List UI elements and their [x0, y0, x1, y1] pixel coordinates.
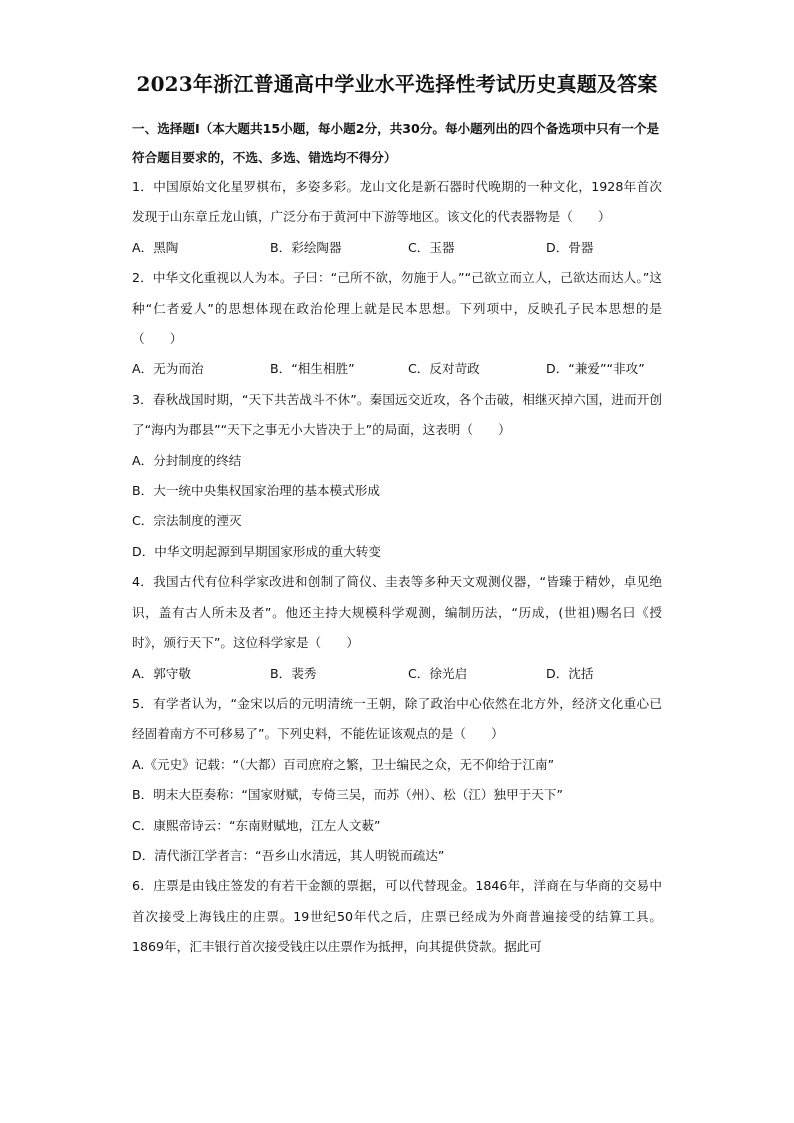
option-b: B．裴秀 — [270, 665, 317, 681]
option-a: A．无为而治 — [132, 361, 204, 377]
option-b: B．大一统中央集权国家治理的基本模式形成 — [132, 483, 380, 499]
option-c: C．反对苛政 — [408, 361, 480, 377]
question-stem: 3．春秋战国时期，“天下共苦战斗不休”。秦国远交近攻，各个击破，相继灭掉六国，进而开创了“海内为郡县”“天下之事无小大皆决于上”的局面，这表明（ ） — [132, 391, 662, 438]
question-2 — [132, 263, 662, 385]
question-4 — [132, 567, 662, 689]
option-row — [132, 233, 662, 263]
option-b: B．“相生相胜” — [270, 361, 355, 377]
option-c: C．宗法制度的湮灭 — [132, 513, 242, 529]
option-d: D．清代浙江学者言：“吾乡山水清远，其人明锐而疏达” — [132, 847, 445, 863]
option-c: C．康熙帝诗云：“东南财赋地，江左人文薮” — [132, 817, 381, 833]
option-row — [132, 659, 662, 689]
option-row — [132, 354, 662, 384]
option-b: B．明末大臣奏称：“国家财赋，专倚三吴，而苏（州）、松（江）独甲于天下” — [132, 787, 563, 803]
option-d: D．沈括 — [546, 665, 594, 681]
question-3 — [132, 385, 662, 567]
question-stem: 6．庄票是由钱庄签发的有若干金额的票据，可以代替现金。1846年，洋商在与华商的交易中首次接受上海钱庄的庄票。19世纪50年代之后，庄票已经成为外商普遍接受的结算工具。1869年，汇丰银行首次接受钱庄以庄票作为抵押，向其提供贷款。据此可 — [132, 878, 662, 955]
option-a: A．分封制度的终结 — [132, 452, 242, 468]
page-title: 2023年浙江普通高中学业水平选择性考试历史真题及答案 — [136, 72, 658, 96]
option-d: D．“兼爱”“非攻” — [546, 361, 645, 377]
option-c: C．玉器 — [408, 239, 455, 255]
question-stem: 2．中华文化重视以人为本。子曰：“己所不欲，勿施于人。”“己欲立而立人，己欲达而达人。”这种“仁者爱人”的思想体现在政治伦理上就是民本思想。下列项中，反映孔子民本思想的是（ ） — [132, 270, 662, 347]
option-d: D．骨器 — [546, 239, 594, 255]
option-c: C．徐光启 — [408, 665, 468, 681]
question-stem: 1．中国原始文化星罗棋布，多姿多彩。龙山文化是新石器时代晚期的一种文化，1928年首次发现于山东章丘龙山镇，广泛分布于黄河中下游等地区。该文化的代表器物是（ ） — [132, 179, 662, 225]
section-heading: 一、选择题I（本大题共15小题，每小题2分，共30分。每小题列出的四个备选项中只有一个是符合题目要求的，不选、多选、错选均不得分） — [132, 121, 660, 165]
question-5 — [132, 689, 662, 871]
question-stem: 5．有学者认为，“金宋以后的元明清统一王朝，除了政治中心依然在北方外，经济文化重心已经固着南方不可移易了”。下列史料，不能佐证该观点的是（ ） — [132, 695, 662, 742]
option-a: A．黑陶 — [132, 239, 179, 255]
option-a: A.《元史》记载：“（大都）百司庶府之繁，卫士编民之众，无不仰给于江南” — [132, 756, 555, 772]
question-stem: 4．我国古代有位科学家改进和创制了简仪、圭表等多种天文观测仪器，“皆臻于精妙，卓见绝识，盖有古人所未及者”。他还主持大规模科学观测，编制历法，“历成，(世祖)赐名曰《授时》，颁行天下”。这位科学家是（ ） — [132, 574, 662, 651]
question-6 — [132, 871, 662, 962]
question-1 — [132, 172, 662, 263]
option-a: A．郭守敬 — [132, 665, 191, 681]
option-b: B．彩绘陶器 — [270, 239, 342, 255]
option-d: D．中华文明起源到早期国家形成的重大转变 — [132, 543, 381, 559]
